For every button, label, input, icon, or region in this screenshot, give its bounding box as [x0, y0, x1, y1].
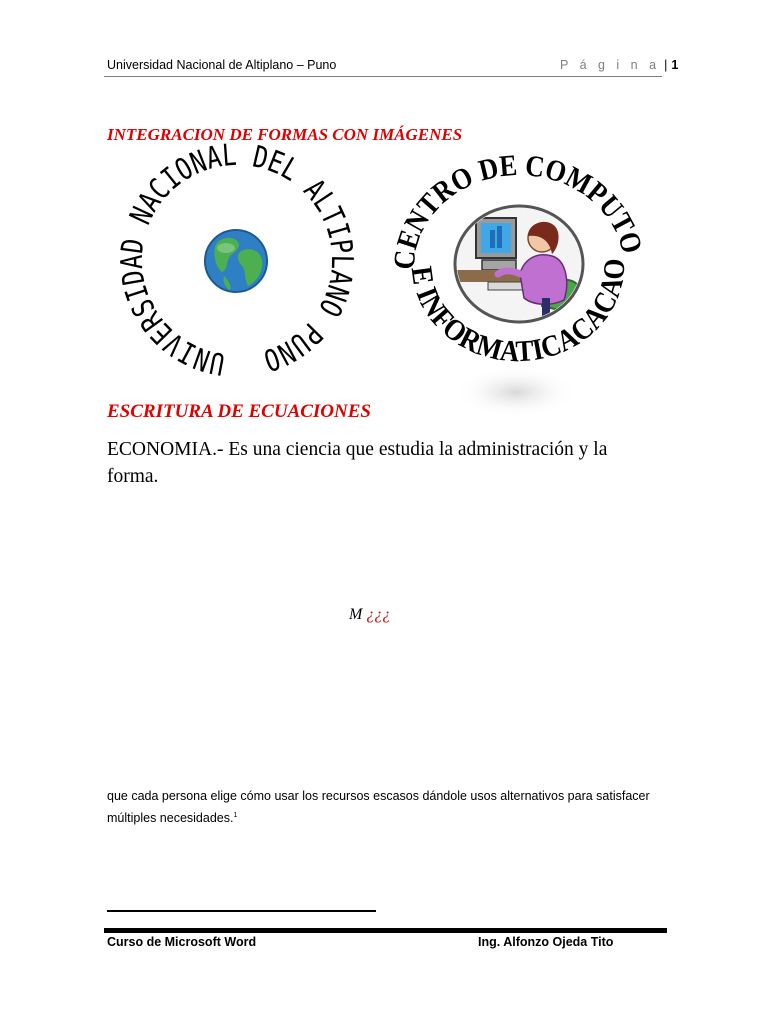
page-label: P á g i n a: [560, 58, 661, 72]
equation-variable: M: [349, 606, 363, 623]
page-number: 1: [671, 58, 679, 72]
header-title: Universidad Nacional de Altiplano – Puno: [107, 58, 337, 72]
continuation-text: que cada persona elige cómo usar los recursos escasos dándole usos alternativos para satisfacer múltiples necesidades.: [107, 789, 650, 826]
section-title-integracion: INTEGRACION DE FORMAS CON IMÁGENES: [107, 125, 463, 144]
computer-user-icon: [452, 206, 592, 326]
centro-top-arc-text: CENTRO DE COMPUTO: [387, 148, 650, 271]
footer-course: Curso de Microsoft Word: [107, 935, 257, 949]
header-rule: [104, 76, 662, 77]
footer-author: Ing. Alfonzo Ojeda Tito: [478, 935, 614, 949]
globe-icon: [205, 230, 267, 292]
section-title-escritura: ESCRITURA DE ECUACIONES: [107, 401, 371, 422]
logo-shadow: [454, 366, 578, 418]
footnote-separator: [107, 910, 376, 912]
equation-placeholder-glyphs: ¿¿¿: [366, 606, 391, 623]
universidad-arc-text: UNIVERSIDAD NACIONAL DEL ALTIPLANO PUNO: [114, 137, 360, 382]
continuation-paragraph: [107, 786, 667, 828]
footer-rule: [104, 928, 667, 933]
centro-bottom-arc-text: E INFORMATICACACAO: [404, 255, 632, 369]
page-indicator: [560, 58, 678, 72]
centro-computo-logo-figure: [387, 148, 650, 422]
equation: [349, 606, 390, 624]
universidad-circular-text-figure: [114, 137, 360, 382]
page-separator: |: [664, 58, 668, 72]
economia-paragraph: ECONOMIA.- Es una ciencia que estudia la administración y la forma.: [107, 439, 608, 487]
footnote-reference[interactable]: 1: [233, 812, 238, 819]
